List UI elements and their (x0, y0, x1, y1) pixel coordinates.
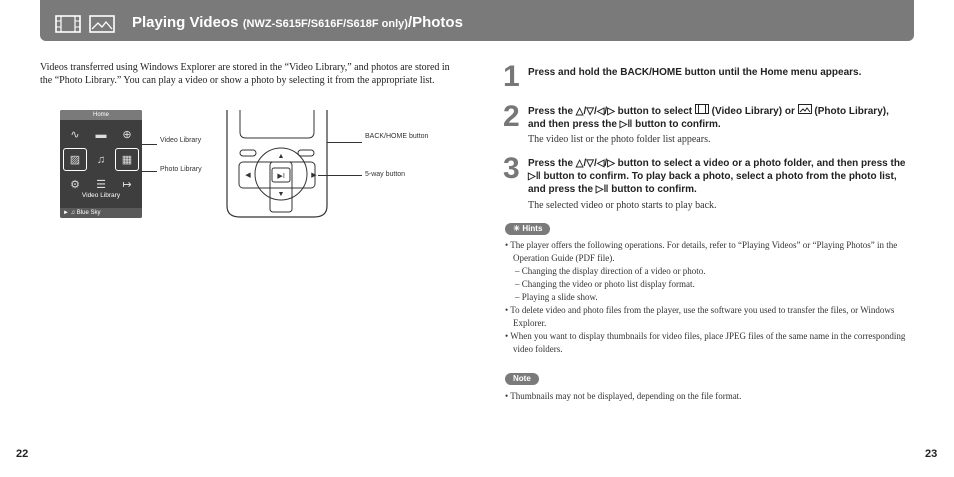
fiveway-button-callout: 5-way button (365, 171, 406, 178)
hints-badge: ☀ Hints (505, 223, 550, 235)
svg-text:▼: ▼ (277, 190, 285, 198)
svg-text:▲: ▲ (277, 152, 285, 160)
screen-header: Home (60, 110, 142, 120)
svg-text:◀: ◀ (245, 171, 251, 179)
hint-item: • When you want to display thumbnails for video files, place JPEG files of the same name in the corresponding video folders. (505, 331, 906, 354)
film-icon (55, 15, 81, 33)
lightbulb-icon: ☀ (513, 224, 521, 233)
playlist-icon: ↦ (122, 179, 132, 191)
note-badge: Note (505, 373, 539, 385)
music-wave-icon: ∿ (70, 129, 80, 141)
photo-library-inline-icon (798, 104, 812, 114)
hint-item: • The player offers the following operations. For details, refer to “Playing Videos” or “Playing Photos” in the Operation Guide (PDF file). (505, 240, 898, 263)
step-3-number: 3 (503, 152, 520, 185)
home-screen-illustration (60, 110, 142, 218)
hints-list (505, 239, 915, 356)
music-note-icon: ♫ (96, 153, 106, 166)
page-number-right: 23 (925, 448, 938, 460)
screen-caption: Video Library (81, 192, 121, 199)
home-button-callout: BACK/HOME button (365, 133, 429, 140)
page-number-left: 22 (16, 448, 29, 460)
home-button-leader (327, 142, 362, 143)
photo-library-callout: Photo Library (160, 166, 202, 173)
hint-subitem: – Changing the video or photo list display format. (515, 279, 695, 289)
hint-subitem: – Playing a slide show. (515, 292, 598, 302)
radio-icon: ▬ (95, 128, 107, 141)
video-library-leader (142, 144, 157, 145)
step-3-text: Press the △/▽/◁/▷ button to select a video or a photo folder, and then press the ▷‖ button to confirm. To play back a photo, select a photo from the photo list, and press the ▷‖ button to confirm. (528, 158, 906, 195)
photo-library-icon: ▨ (63, 148, 87, 171)
photo-library-leader (142, 171, 157, 172)
photo-icon (89, 15, 115, 33)
page-title: Playing Videos (NWZ-S615F/S616F/S618F only)/Photos (132, 14, 463, 31)
step-2-text: Press the △/▽/◁/▷ button to select (Video Library) or (Photo Library), and then press the ▷‖ button to confirm. (528, 106, 889, 130)
zoom-icon: ⊕ (122, 129, 132, 141)
step-1-number: 1 (503, 60, 520, 93)
fiveway-button-leader (318, 175, 362, 176)
document-icon: ☰ (96, 179, 106, 191)
note-item: • Thumbnails may not be displayed, depending on the file format. (505, 391, 742, 401)
hint-subitem: – Changing the display direction of a video or photo. (515, 266, 706, 276)
step-3-result: The selected video or photo starts to play back. (528, 200, 717, 211)
settings-icon: ⚙ (70, 179, 80, 191)
svg-text:▶‖: ▶‖ (277, 172, 285, 180)
video-library-icon: ▦ (115, 148, 139, 171)
player-device-illustration (226, 110, 328, 218)
note-list (505, 390, 915, 403)
now-playing-status: ► ♫ Blue Sky (60, 208, 142, 218)
intro-paragraph: Videos transferred using Windows Explorer are stored in the “Video Library,” and photos are stored in the “Photo Library.” You can play a video or show a photo by selecting it from the appropriate list. (40, 62, 450, 86)
step-1-text: Press and hold the BACK/HOME button until the Home menu appears. (528, 67, 862, 78)
hint-item: • To delete video and photo files from the player, use the software you used to transfer the files, or Windows Explorer. (505, 305, 895, 328)
step-2-number: 2 (503, 100, 520, 133)
section-banner (40, 0, 914, 41)
video-library-callout: Video Library (160, 137, 202, 144)
video-library-inline-icon (695, 104, 709, 114)
step-2-result: The video list or the photo folder list appears. (528, 134, 711, 145)
svg-text:▶: ▶ (311, 171, 317, 179)
